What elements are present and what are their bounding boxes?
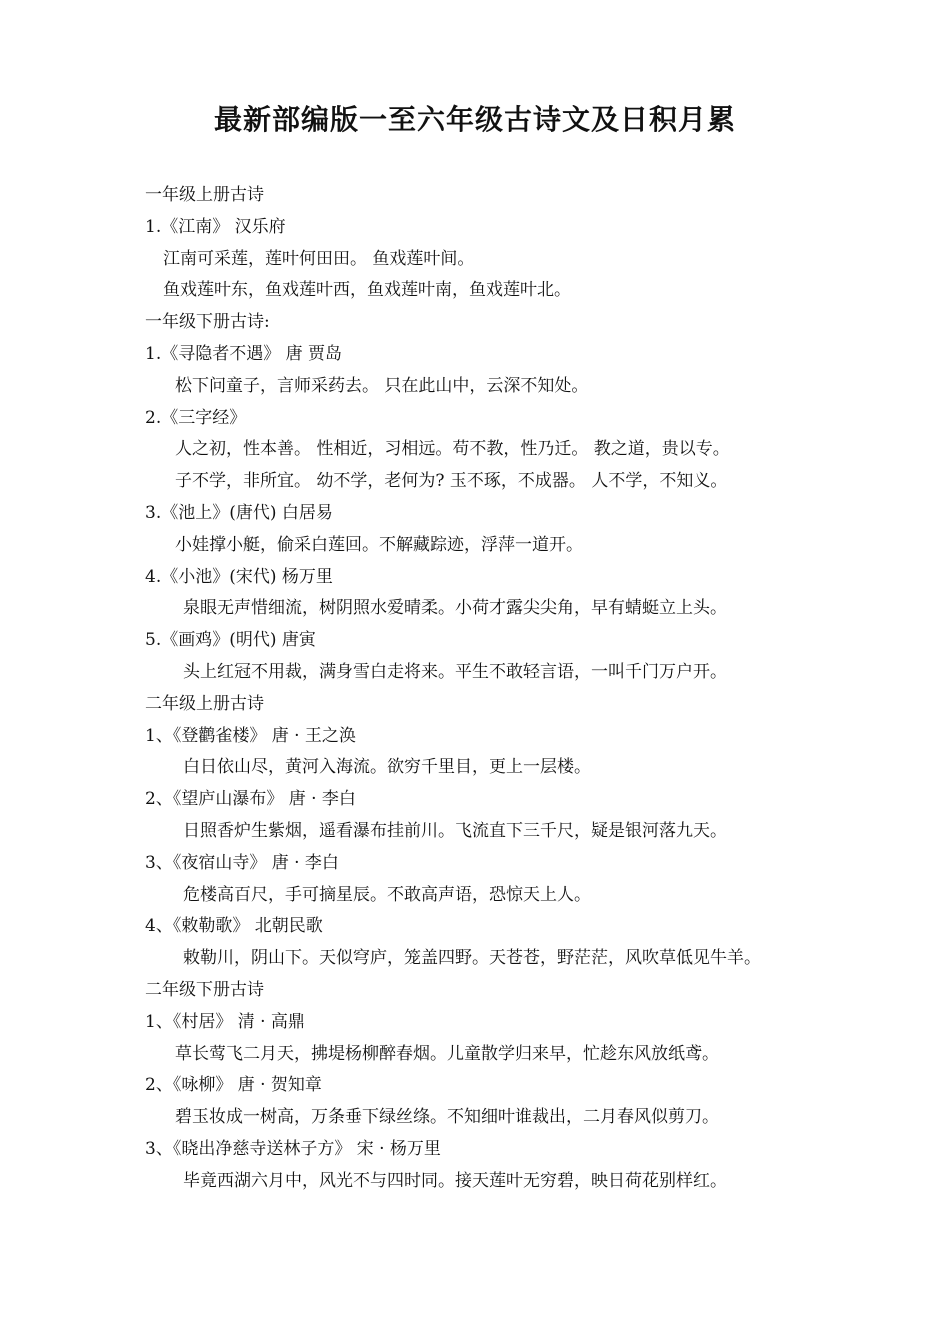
poem-header: 2.《三字经》 (145, 408, 247, 428)
poem-line: 草长莺飞二月天，拂堤杨柳醉春烟。儿童散学归来早，忙趁东风放纸鸢。 (175, 1044, 719, 1064)
poem-header: 1.《江南》 汉乐府 (145, 217, 286, 237)
poem-line: 白日依山尽，黄河入海流。欲穷千里目，更上一层楼。 (183, 757, 591, 777)
poem-line: 泉眼无声惜细流，树阴照水爱晴柔。小荷才露尖尖角，早有蜻蜓立上头。 (183, 598, 727, 618)
section-heading: 一年级下册古诗: (145, 312, 270, 332)
poem-line: 松下问童子，言师采药去。 只在此山中，云深不知处。 (175, 376, 589, 396)
section-heading: 一年级上册古诗 (145, 185, 264, 205)
poem-header: 3、《夜宿山寺》 唐 · 李白 (145, 853, 339, 873)
poem-header: 5.《画鸡》(明代) 唐寅 (145, 630, 316, 650)
document-title: 最新部编版一至六年级古诗文及日积月累 (213, 103, 736, 136)
poem-header: 4.《小池》(宋代) 杨万里 (145, 567, 333, 587)
poem-line: 鱼戏莲叶东，鱼戏莲叶西，鱼戏莲叶南，鱼戏莲叶北。 (163, 280, 571, 300)
poem-header: 1、《村居》 清 · 高鼎 (145, 1012, 305, 1032)
poem-line: 毕竟西湖六月中，风光不与四时同。接天莲叶无穷碧，映日荷花别样红。 (183, 1171, 727, 1191)
poem-header: 4、《敕勒歌》 北朝民歌 (145, 916, 323, 936)
section-heading: 二年级下册古诗 (145, 980, 264, 1000)
poem-header: 1、《登鹳雀楼》 唐 · 王之涣 (145, 726, 356, 746)
poem-header: 1.《寻隐者不遇》 唐 贾岛 (145, 344, 343, 364)
section-heading: 二年级上册古诗 (145, 694, 264, 714)
poem-line: 危楼高百尺，手可摘星辰。不敢高声语，恐惊天上人。 (183, 885, 591, 905)
poem-header: 2、《咏柳》 唐 · 贺知章 (145, 1075, 322, 1095)
poem-line: 江南可采莲，莲叶何田田。 鱼戏莲叶间。 (163, 249, 475, 269)
poem-header: 2、《望庐山瀑布》 唐 · 李白 (145, 789, 356, 809)
poem-line: 日照香炉生紫烟，遥看瀑布挂前川。飞流直下三千尺，疑是银河落九天。 (183, 821, 727, 841)
poem-line: 子不学，非所宜。 幼不学，老何为? 玉不琢，不成器。 人不学，不知义。 (175, 471, 728, 491)
poem-header: 3.《池上》(唐代) 白居易 (145, 503, 333, 523)
poem-line: 小娃撑小艇，偷采白莲回。不解藏踪迹，浮萍一道开。 (175, 535, 583, 555)
poem-header: 3、《晓出净慈寺送林子方》 宋 · 杨万里 (145, 1139, 441, 1159)
poem-line: 碧玉妆成一树高，万条垂下绿丝绦。不知细叶谁裁出，二月春风似剪刀。 (175, 1107, 719, 1127)
poem-line: 敕勒川，阴山下。天似穹庐，笼盖四野。天苍苍，野茫茫，风吹草低见牛羊。 (183, 948, 761, 968)
poem-line: 头上红冠不用裁，满身雪白走将来。平生不敢轻言语，一叫千门万户开。 (183, 662, 727, 682)
poem-line: 人之初，性本善。 性相近，习相远。苟不教，性乃迁。 教之道，贵以专。 (175, 439, 730, 459)
